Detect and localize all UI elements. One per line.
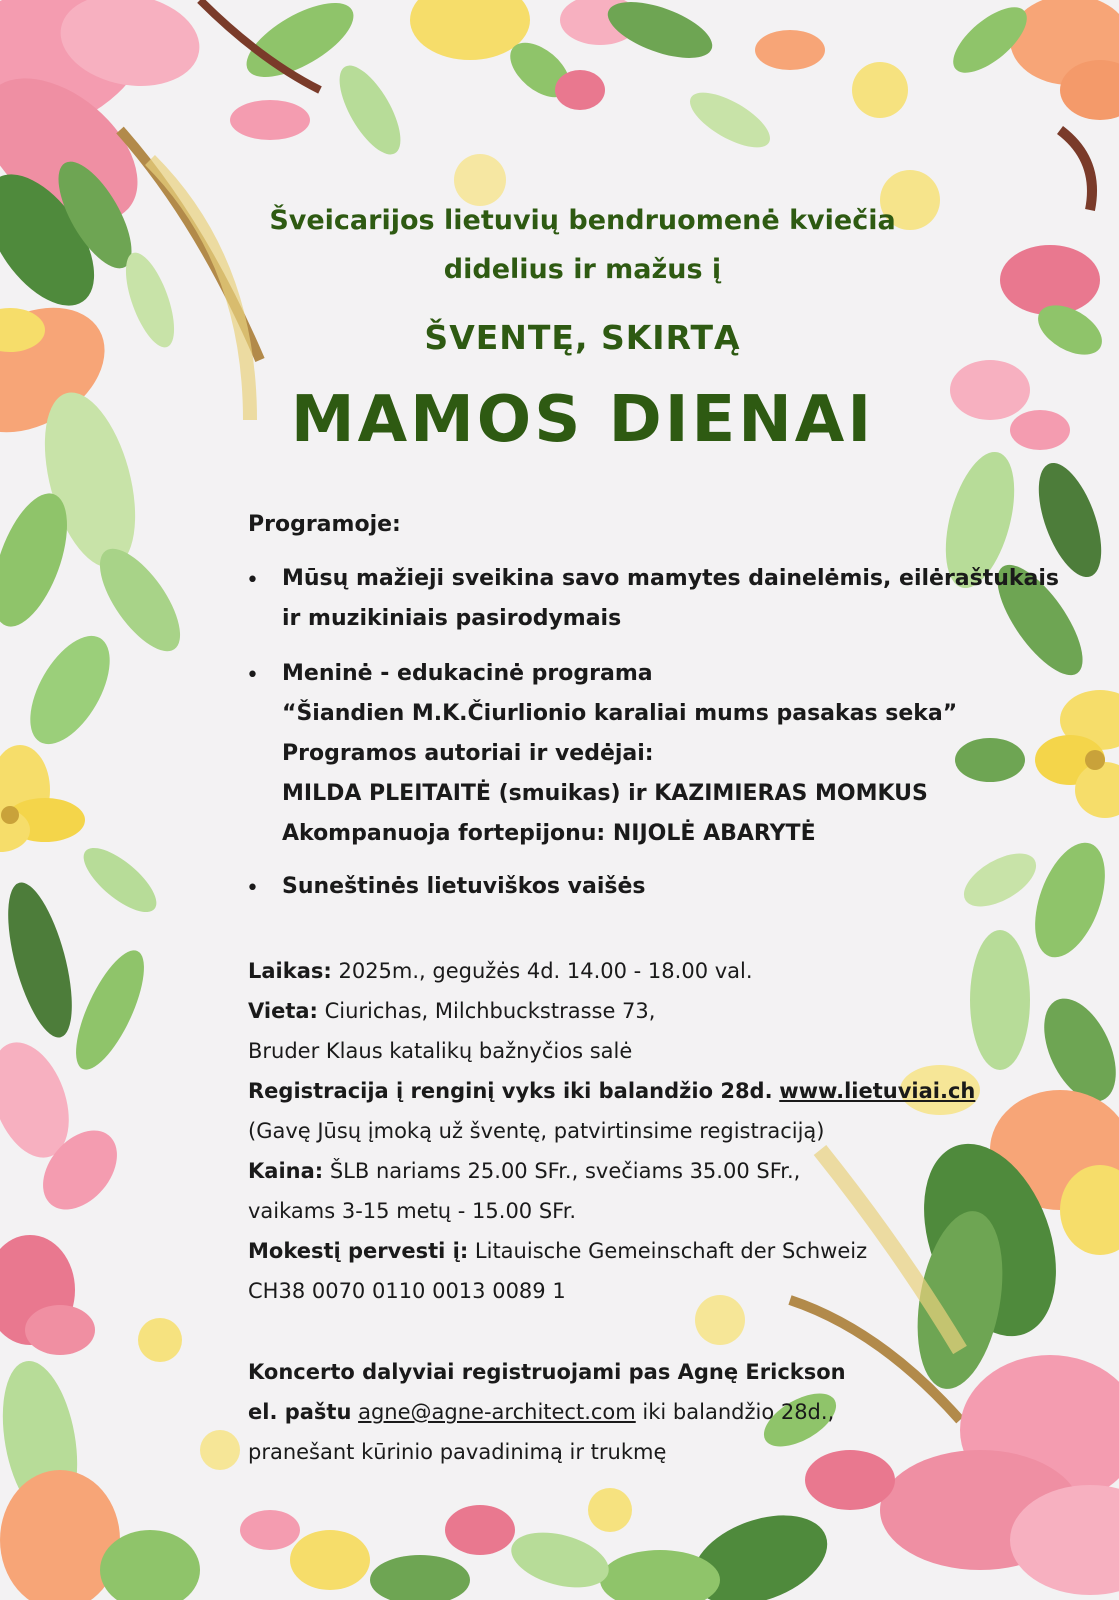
price-row bbox=[248, 1159, 800, 1183]
place-label: Vieta: bbox=[248, 999, 318, 1023]
program-item-2-line-2: “Šiandien M.K.Čiurlionio karaliai mums pasakas seka” bbox=[282, 701, 958, 726]
transfer-value: Litauische Gemeinschaft der Schweiz bbox=[468, 1239, 868, 1263]
payment-note: (Gavę Jūsų įmoką už šventę, patvirtinsime registraciją) bbox=[248, 1119, 825, 1143]
email-label: el. paštu bbox=[248, 1400, 352, 1424]
program-item-3: Suneštinės lietuviškos vaišės bbox=[282, 874, 646, 899]
registration-row bbox=[248, 1079, 975, 1103]
invitation-line-1: Šveicarijos lietuvių bendruomenė kviečia bbox=[269, 205, 896, 236]
place-value-2: Bruder Klaus katalikų bažnyčios salė bbox=[248, 1039, 633, 1063]
program-item-2-line-4: MILDA PLEITAITĖ (smuikas) ir KAZIMIERAS MOMKUS bbox=[282, 781, 928, 806]
program-item-2-line-5: Akompanuoja fortepijonu: NIJOLĖ ABARYTĖ bbox=[282, 821, 816, 846]
concert-email-row bbox=[248, 1400, 834, 1424]
event-subtitle: ŠVENTĘ, SKIRTĄ bbox=[424, 318, 741, 357]
email-link[interactable]: agne@agne-architect.com bbox=[358, 1400, 636, 1424]
program-item-1-line-2: ir muzikiniais pasirodymais bbox=[282, 606, 622, 631]
invitation-line-2: didelius ir mažus į bbox=[443, 254, 722, 285]
bullet-icon: • bbox=[246, 663, 259, 688]
program-item-2-line-3: Programos autoriai ir vedėjai: bbox=[282, 741, 654, 766]
program-item-2-line-1: Meninė - edukacinė programa bbox=[282, 661, 653, 686]
program-heading: Programoje: bbox=[248, 512, 401, 537]
registration-text: Registracija į renginį vyks iki balandžio 28d. bbox=[248, 1079, 773, 1103]
time-value: 2025m., gegužės 4d. 14.00 - 18.00 val. bbox=[331, 959, 753, 983]
transfer-row bbox=[248, 1239, 867, 1263]
event-title: MAMOS DIENAI bbox=[290, 383, 875, 457]
concert-line-3: pranešant kūrinio pavadinimą ir trukmę bbox=[248, 1440, 667, 1464]
price-value-2: vaikams 3-15 metų - 15.00 SFr. bbox=[248, 1199, 577, 1223]
email-suffix: iki balandžio 28d., bbox=[635, 1400, 835, 1424]
place-value: Ciurichas, Milchbuckstrasse 73, bbox=[317, 999, 656, 1023]
price-value: ŠLB nariams 25.00 SFr., svečiams 35.00 SFr., bbox=[323, 1159, 801, 1183]
time-row bbox=[248, 959, 753, 983]
program-item-1-line-1: Mūsų mažieji sveikina savo mamytes dainelėmis, eilėraštukais bbox=[282, 566, 1060, 591]
price-label: Kaina: bbox=[248, 1159, 324, 1183]
website-link[interactable]: www.lietuviai.ch bbox=[779, 1079, 976, 1103]
bullet-icon: • bbox=[246, 568, 259, 593]
transfer-label: Mokestį pervesti į: bbox=[248, 1239, 469, 1263]
place-row bbox=[248, 999, 655, 1023]
bullet-icon: • bbox=[246, 876, 259, 901]
time-label: Laikas: bbox=[248, 959, 332, 983]
concert-line-1 bbox=[248, 1360, 846, 1384]
concert-line-1-text: Koncerto dalyviai registruojami pas Agnę Erickson bbox=[248, 1360, 846, 1384]
iban: CH38 0070 0110 0013 0089 1 bbox=[248, 1279, 566, 1303]
